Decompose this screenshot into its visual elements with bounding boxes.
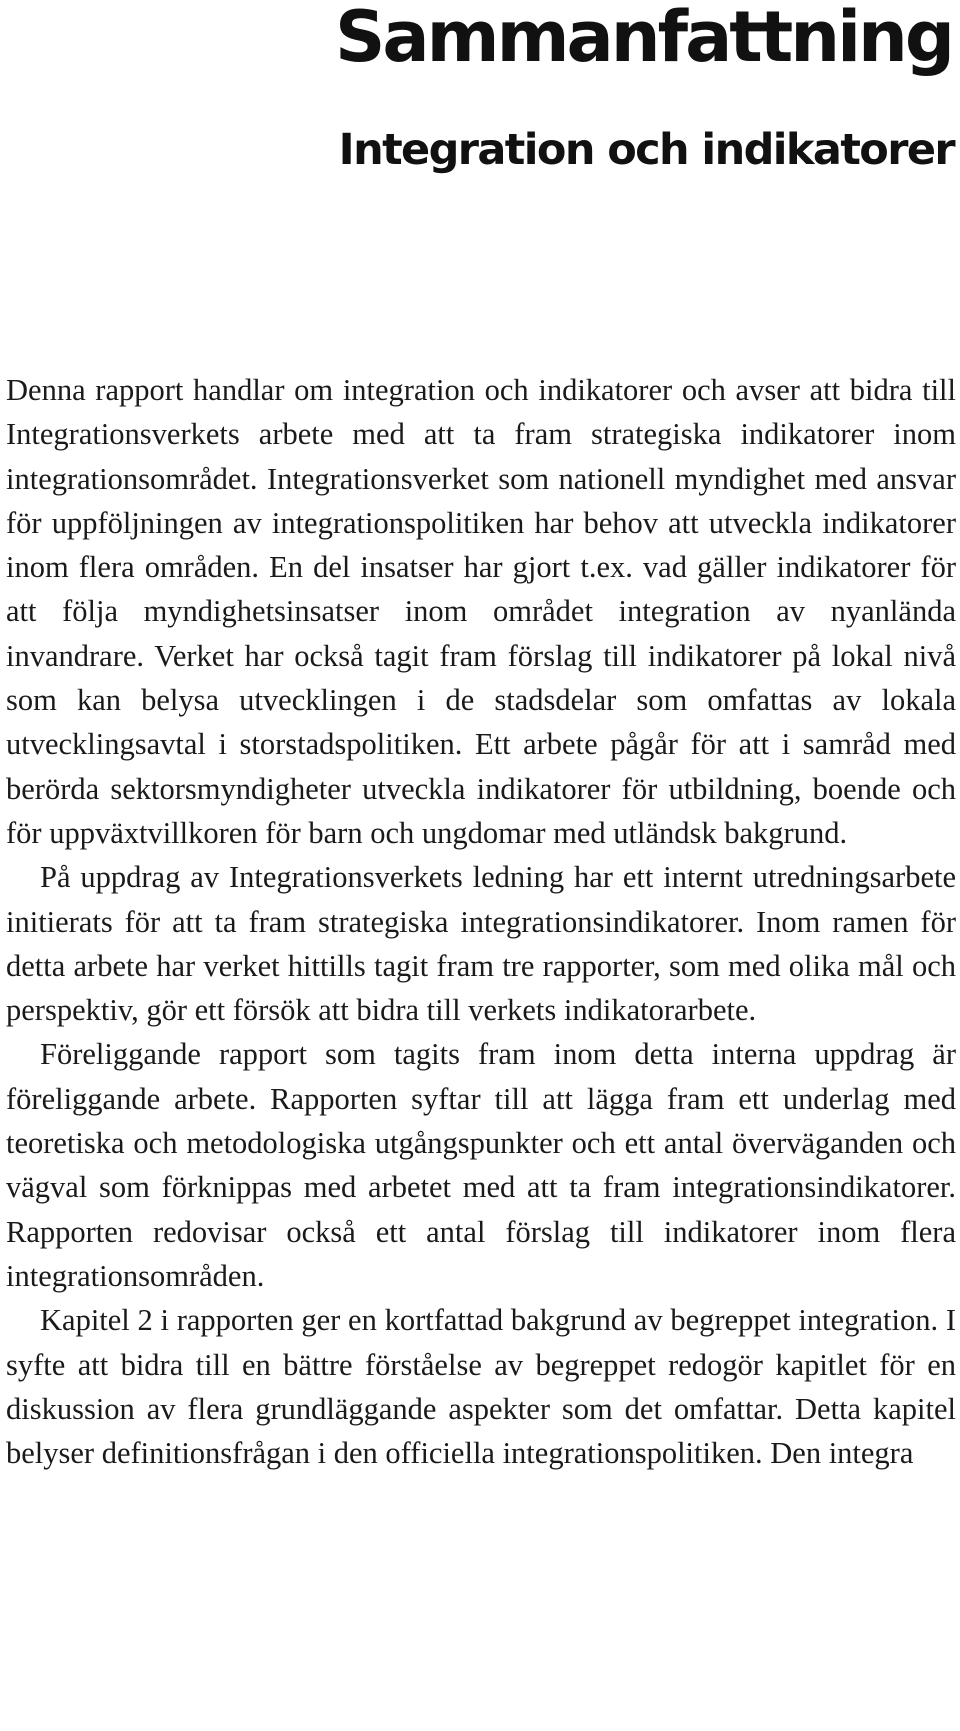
paragraph-assignment: På uppdrag av Integrationsverkets ledning har ett internt utredningsarbete initierats för att ta fram strategiska integrationsindikatorer. Inom ramen för detta arbete har verket hittills tagit fram tre rapporter, som med olika mål och perspektiv, gör ett försök att bidra till verkets indikatorarbete. [6, 860, 956, 1028]
paragraph-report-purpose: Föreliggande rapport som tagits fram inom detta interna uppdrag är föreliggande arbete. Rapporten syftar till att lägga fram ett underlag med teoretiska och metodologiska utgångspunkter och ett antal överväganden och vägval som förknippas med arbetet med att ta fram integrationsindikatorer. Rapporten redovisar också ett antal förslag till indikatorer inom flera integrationsområden. [6, 1037, 956, 1293]
paragraph-chapter-2: Kapitel 2 i rapporten ger en kortfattad bakgrund av begreppet integration. I syfte att bidra till en bättre förståelse av begreppet redogör kapitlet för en diskussion av flera grundläggande aspekter som det omfattar. Detta kapitel belyser definitionsfrågan i den officiella integrationspolitiken. Den integra [6, 1303, 956, 1471]
page-subtitle: Integration och indikatorer [338, 125, 954, 175]
page-title: Sammanfattning [335, 0, 952, 78]
paragraph-intro: Denna rapport handlar om integration och indikatorer och avser att bidra till Integrationsverkets arbete med att ta fram strategiska indikatorer inom integrationsområdet. Integrationsverket som nationell myndighet med ansvar för uppföljningen av integrationspolitiken har behov att utveckla indikatorer inom flera områden. En del insatser har gjort t.ex. vad gäller indikatorer för att följa myndighetsinsatser inom området integration av nyanlända invandrare. Verket har också tagit fram förslag till indikatorer på lokal nivå som kan belysa utvecklingen i de stadsdelar som omfattas av lokala utvecklingsavtal i storstadspolitiken. Ett arbete pågår för att i samråd med berörda sektorsmyndigheter utveckla indikatorer för utbildning, boende och för uppväxtvillkoren för barn och ungdomar med utländsk bakgrund. [6, 373, 956, 850]
body-text [6, 368, 956, 1475]
